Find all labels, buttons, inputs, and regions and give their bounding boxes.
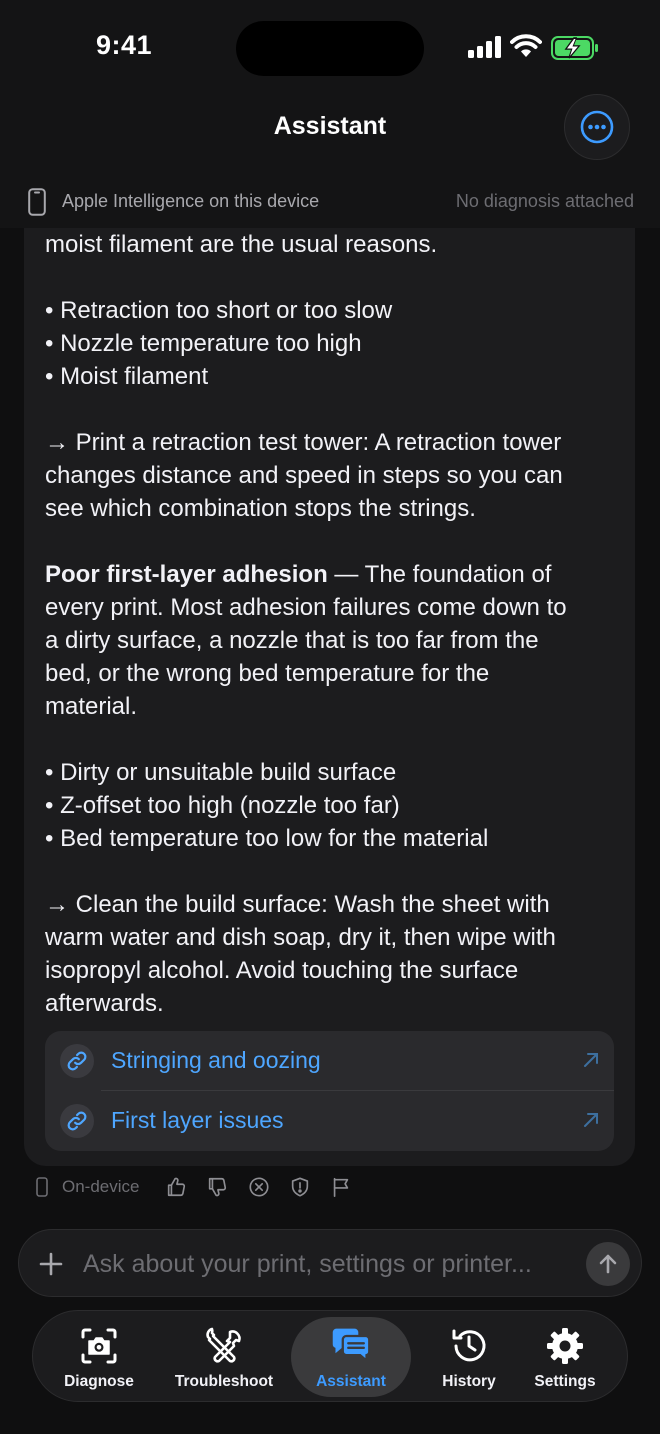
tab-settings[interactable] [523,1317,607,1397]
battery-charging-icon [551,36,599,60]
thumbs-down-button[interactable] [205,1175,229,1199]
gear-icon [544,1325,586,1367]
adhesion-heading: Poor first-layer adhesion [45,561,328,588]
related-guides-list [45,1031,614,1151]
tab-label: Settings [534,1373,596,1390]
tab-assistant[interactable] [291,1317,411,1397]
link-icon [60,1104,94,1138]
message-text [45,228,620,1020]
stringing-cause: • Nozzle temperature too high [45,330,362,357]
thumbs-up-button[interactable] [164,1175,188,1199]
adhesion-intro-line: bed, or the wrong bed temperature for the [45,660,490,687]
stringing-tip-line: changes distance and speed in steps so you can [45,462,563,489]
adhesion-tip-line: warm water and dish soap, dry it, then wipe with [45,924,556,951]
adhesion-intro-line: every print. Most adhesion failures come down to [45,594,567,621]
tab-label: Troubleshoot [174,1373,274,1390]
adhesion-cause: • Bed temperature too low for the material [45,825,489,852]
adhesion-tip-line: → Clean the build surface: Wash the sheet with [45,891,550,918]
nav-header [0,96,660,176]
tools-icon [203,1325,245,1367]
tab-bar [32,1310,628,1402]
adhesion-tip-line: afterwards. [45,990,164,1017]
tab-troubleshoot[interactable] [169,1317,279,1397]
flag-icon [330,1176,352,1198]
adhesion-intro-line: material. [45,693,138,720]
wifi-icon [510,34,542,58]
add-attachment-button[interactable] [37,1250,65,1278]
adhesion-cause: • Z-offset too high (nozzle too far) [45,792,400,819]
dismiss-button[interactable] [247,1175,271,1199]
message-line: moist filament are the usual reasons. [45,231,438,258]
guide-link-stringing[interactable] [45,1031,614,1091]
camera-icon [78,1325,120,1367]
tab-history[interactable] [421,1317,517,1397]
tab-diagnose[interactable] [51,1317,147,1397]
thumbs-down-icon [206,1176,228,1198]
page-title: Assistant [273,112,387,140]
chat-bubbles-icon [330,1325,372,1367]
adhesion-cause: • Dirty or unsuitable build surface [45,759,397,786]
status-bar [0,0,660,96]
adhesion-intro-line: a dirty surface, a nozzle that is too far from the [45,627,539,654]
dynamic-island [236,21,424,76]
link-icon [60,1044,94,1078]
history-icon [448,1325,490,1367]
adhesion-intro-rest: — The foundation of [327,561,552,588]
thumbs-up-icon [165,1176,187,1198]
guide-link-label: First layer issues [111,1107,284,1133]
iphone-icon [36,1177,48,1197]
diagnosis-status: No diagnosis attached [455,191,634,211]
more-options-button[interactable] [564,94,630,160]
flag-button[interactable] [329,1175,353,1199]
tab-label: History [442,1373,496,1390]
arrow-up-right-icon [582,1051,600,1069]
model-label: Apple Intelligence on this device [62,191,320,211]
arrow-up-right-icon [582,1111,600,1129]
stringing-cause: • Retraction too short or too slow [45,297,393,324]
message-input[interactable] [83,1244,583,1284]
adhesion-intro-line [45,558,620,591]
guide-link-first-layer[interactable] [45,1091,614,1151]
shield-icon [289,1176,311,1198]
guide-link-label: Stringing and oozing [111,1047,321,1073]
send-button[interactable] [586,1242,630,1286]
tab-label: Diagnose [64,1373,134,1390]
context-info-bar [0,176,660,228]
arrow-up-icon [597,1253,619,1275]
iphone-icon [28,188,46,216]
status-time: 9:41 [96,30,153,60]
stringing-tip-line: see which combination stops the strings. [45,495,476,522]
cellular-signal-icon [468,36,502,58]
stringing-cause: • Moist filament [45,363,209,390]
adhesion-tip-line: isopropyl alcohol. Avoid touching the surface [45,957,519,984]
stringing-tip-line: → Print a retraction test tower: A retraction tower [45,429,562,456]
tab-label: Assistant [316,1373,386,1390]
message-composer [18,1229,642,1297]
dismiss-icon [248,1176,270,1198]
assistant-message-bubble [24,228,635,1166]
ellipsis-circle-icon [580,110,614,144]
message-feedback-bar [30,1172,450,1202]
on-device-label: On-device [62,1177,140,1196]
report-safety-button[interactable] [288,1175,312,1199]
